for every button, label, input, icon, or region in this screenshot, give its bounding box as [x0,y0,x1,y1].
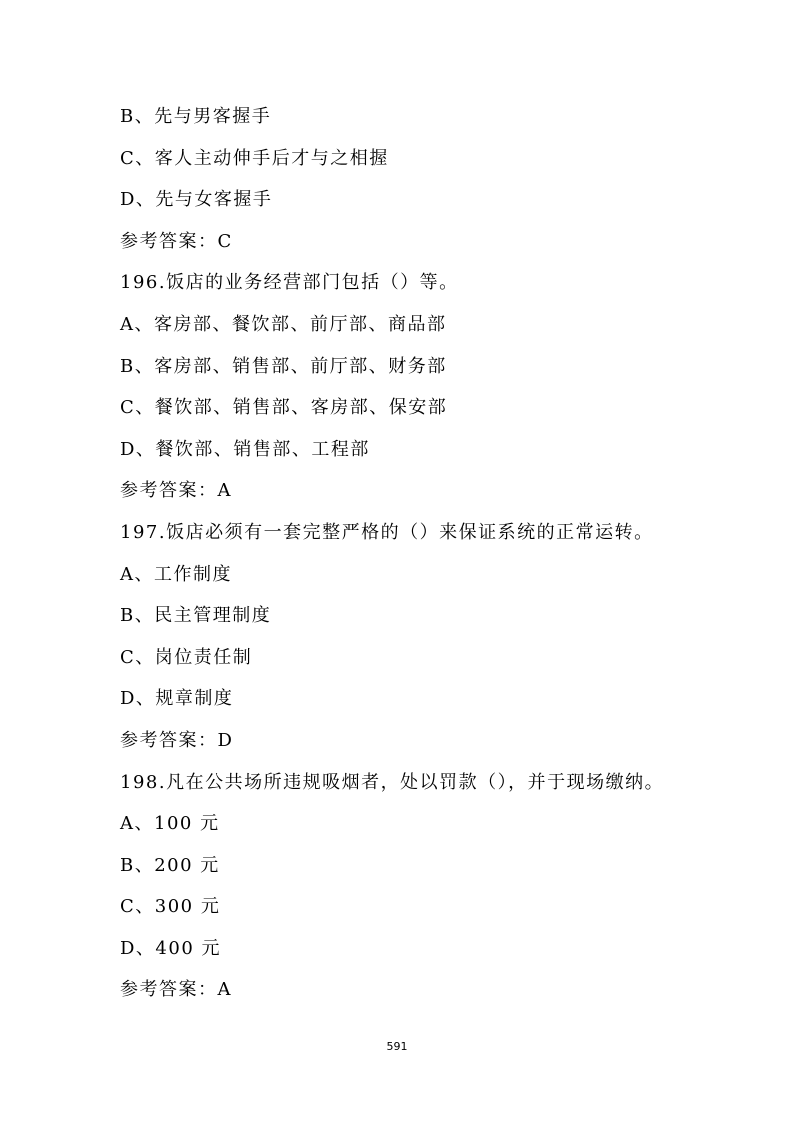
question-line: 198.凡在公共场所违规吸烟者，处以罚款（），并于现场缴纳。 [120,771,665,793]
option-line: D、餐饮部、销售部、工程部 [120,438,370,460]
option-line: A、客房部、餐饮部、前厅部、商品部 [120,313,447,335]
option-line: B、200 元 [120,854,220,876]
option-line: A、工作制度 [120,563,232,585]
question-line: 197.饭店必须有一套完整严格的（）来保证系统的正常运转。 [120,521,654,543]
answer-line: 参考答案：A [120,480,232,502]
option-line: C、岗位责任制 [120,646,253,668]
question-line: 196.饭店的业务经营部门包括（）等。 [120,272,459,294]
option-line: B、客房部、销售部、前厅部、财务部 [120,355,447,377]
option-line: C、300 元 [120,896,221,918]
option-line: D、400 元 [120,937,222,959]
option-line: A、100 元 [120,813,220,835]
answer-line: 参考答案：D [120,729,234,751]
option-line: C、客人主动伸手后才与之相握 [120,147,389,169]
question-content [120,100,720,1015]
option-line: D、先与女客握手 [120,189,273,211]
option-line: B、民主管理制度 [120,605,272,627]
answer-line: 参考答案：A [120,979,232,1001]
answer-line: 参考答案：C [120,230,233,252]
page-number: 591 [386,1040,408,1053]
option-line: B、先与男客握手 [120,106,272,127]
option-line: C、餐饮部、销售部、客房部、保安部 [120,397,448,419]
option-line: D、规章制度 [120,688,234,710]
